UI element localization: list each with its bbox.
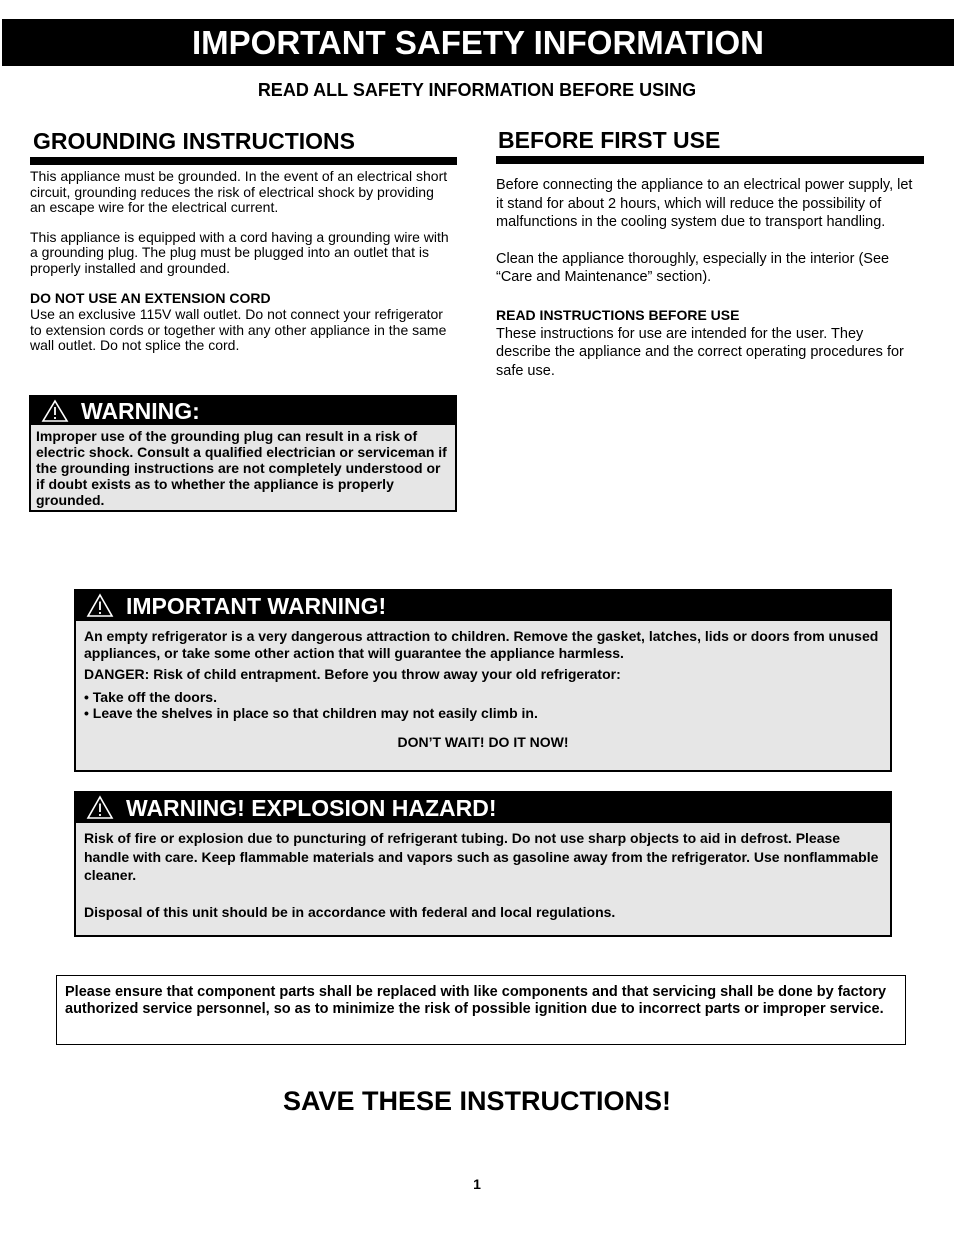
grounding-warning-label: WARNING:: [81, 397, 200, 424]
explosion-warning-header: [76, 793, 890, 823]
important-warning-box: [74, 589, 892, 772]
before-first-use-heading: BEFORE FIRST USE: [496, 126, 924, 164]
read-instructions-heading: READ INSTRUCTIONS BEFORE USE: [496, 306, 740, 323]
important-warning-paragraph-1: An empty refrigerator is a very dangerous attraction to children. Remove the gasket, latches, lids or doors from unused appliances, or take some other action that will guarantee the appliance harmless.: [84, 628, 879, 661]
save-instructions-heading: SAVE THESE INSTRUCTIONS!: [282, 1086, 672, 1116]
grounding-warning-header: [31, 397, 455, 425]
grounding-warning-text: Improper use of the grounding plug can result in a risk of electric shock. Consult a qualified electrician or serviceman if the grounding instructions are not completely understood or if doubt exists as to whether the appliance is properly grounded.: [36, 428, 447, 508]
important-warning-bullets: [84, 689, 882, 722]
service-notice-box: [56, 975, 906, 1045]
warning-triangle-icon: [86, 795, 114, 821]
explosion-warning-label: WARNING! EXPLOSION HAZARD!: [126, 794, 497, 821]
before-first-use-paragraph-1: Before connecting the appliance to an electrical power supply, let it stand for about 2 hours, which will reduce the possibility of malfunctions in the cooling system due to transport handling.: [496, 177, 913, 230]
grounding-section: [30, 127, 457, 354]
page-title: IMPORTANT SAFETY INFORMATION: [192, 24, 764, 61]
important-warning-header: [76, 591, 890, 621]
grounding-paragraph-3: Use an exclusive 115V wall outlet. Do not connect your refrigerator to extension cords or together with any other appliance in the same wall outlet. Do not splice the cord.: [30, 306, 447, 353]
important-warning-closing: DON’T WAIT! DO IT NOW!: [397, 733, 569, 750]
bullet-item: • Leave the shelves in place so that children may not easily climb in.: [84, 705, 538, 721]
grounding-heading: GROUNDING INSTRUCTIONS: [30, 127, 457, 165]
before-first-use-paragraph-3: These instructions for use are intended for the user. They describe the appliance and the correct operating procedures for safe use.: [496, 325, 904, 379]
page-title-banner: [2, 19, 954, 66]
page-number: 1: [473, 1176, 481, 1192]
grounding-paragraph-2: This appliance is equipped with a cord having a grounding wire with a grounding plug. The plug must be plugged into an outlet that is properly installed and grounded.: [30, 228, 449, 276]
page-subtitle: READ ALL SAFETY INFORMATION BEFORE USING: [257, 80, 697, 100]
before-first-use-paragraph-2: Clean the appliance thoroughly, especially in the interior (See “Care and Maintenance” section).: [496, 250, 890, 285]
service-notice-text: Please ensure that component parts shall be replaced with like components and that servicing shall be done by factory authorized service personnel, so as to minimize the risk of possible ignition due to incorrect parts or improper service.: [65, 984, 887, 1017]
grounding-paragraph-1: This appliance must be grounded. In the event of an electrical short circuit, grounding reduces the risk of electrical shock by providing an escape wire for the electrical current.: [30, 168, 448, 215]
important-warning-label: IMPORTANT WARNING!: [126, 592, 387, 619]
before-first-use-section: [496, 126, 924, 380]
extension-cord-heading: DO NOT USE AN EXTENSION CORD: [30, 290, 271, 306]
explosion-warning-paragraph-1: Risk of fire or explosion due to puncturing of refrigerant tubing. Do not use sharp objects to aid in defrost. Please handle with care. Keep flammable materials and vapors such as gasoline away from the refrigerator. Use nonflammable cleaner.: [84, 830, 879, 883]
warning-triangle-icon: [86, 593, 114, 619]
explosion-warning-box: [74, 791, 892, 937]
bullet-item: • Take off the doors.: [84, 688, 217, 705]
grounding-warning-box: [29, 395, 457, 512]
explosion-warning-paragraph-2: Disposal of this unit should be in accordance with federal and local regulations.: [84, 903, 616, 920]
important-warning-paragraph-2: DANGER: Risk of child entrapment. Before you throw away your old refrigerator:: [84, 666, 621, 682]
warning-triangle-icon: [41, 399, 69, 423]
